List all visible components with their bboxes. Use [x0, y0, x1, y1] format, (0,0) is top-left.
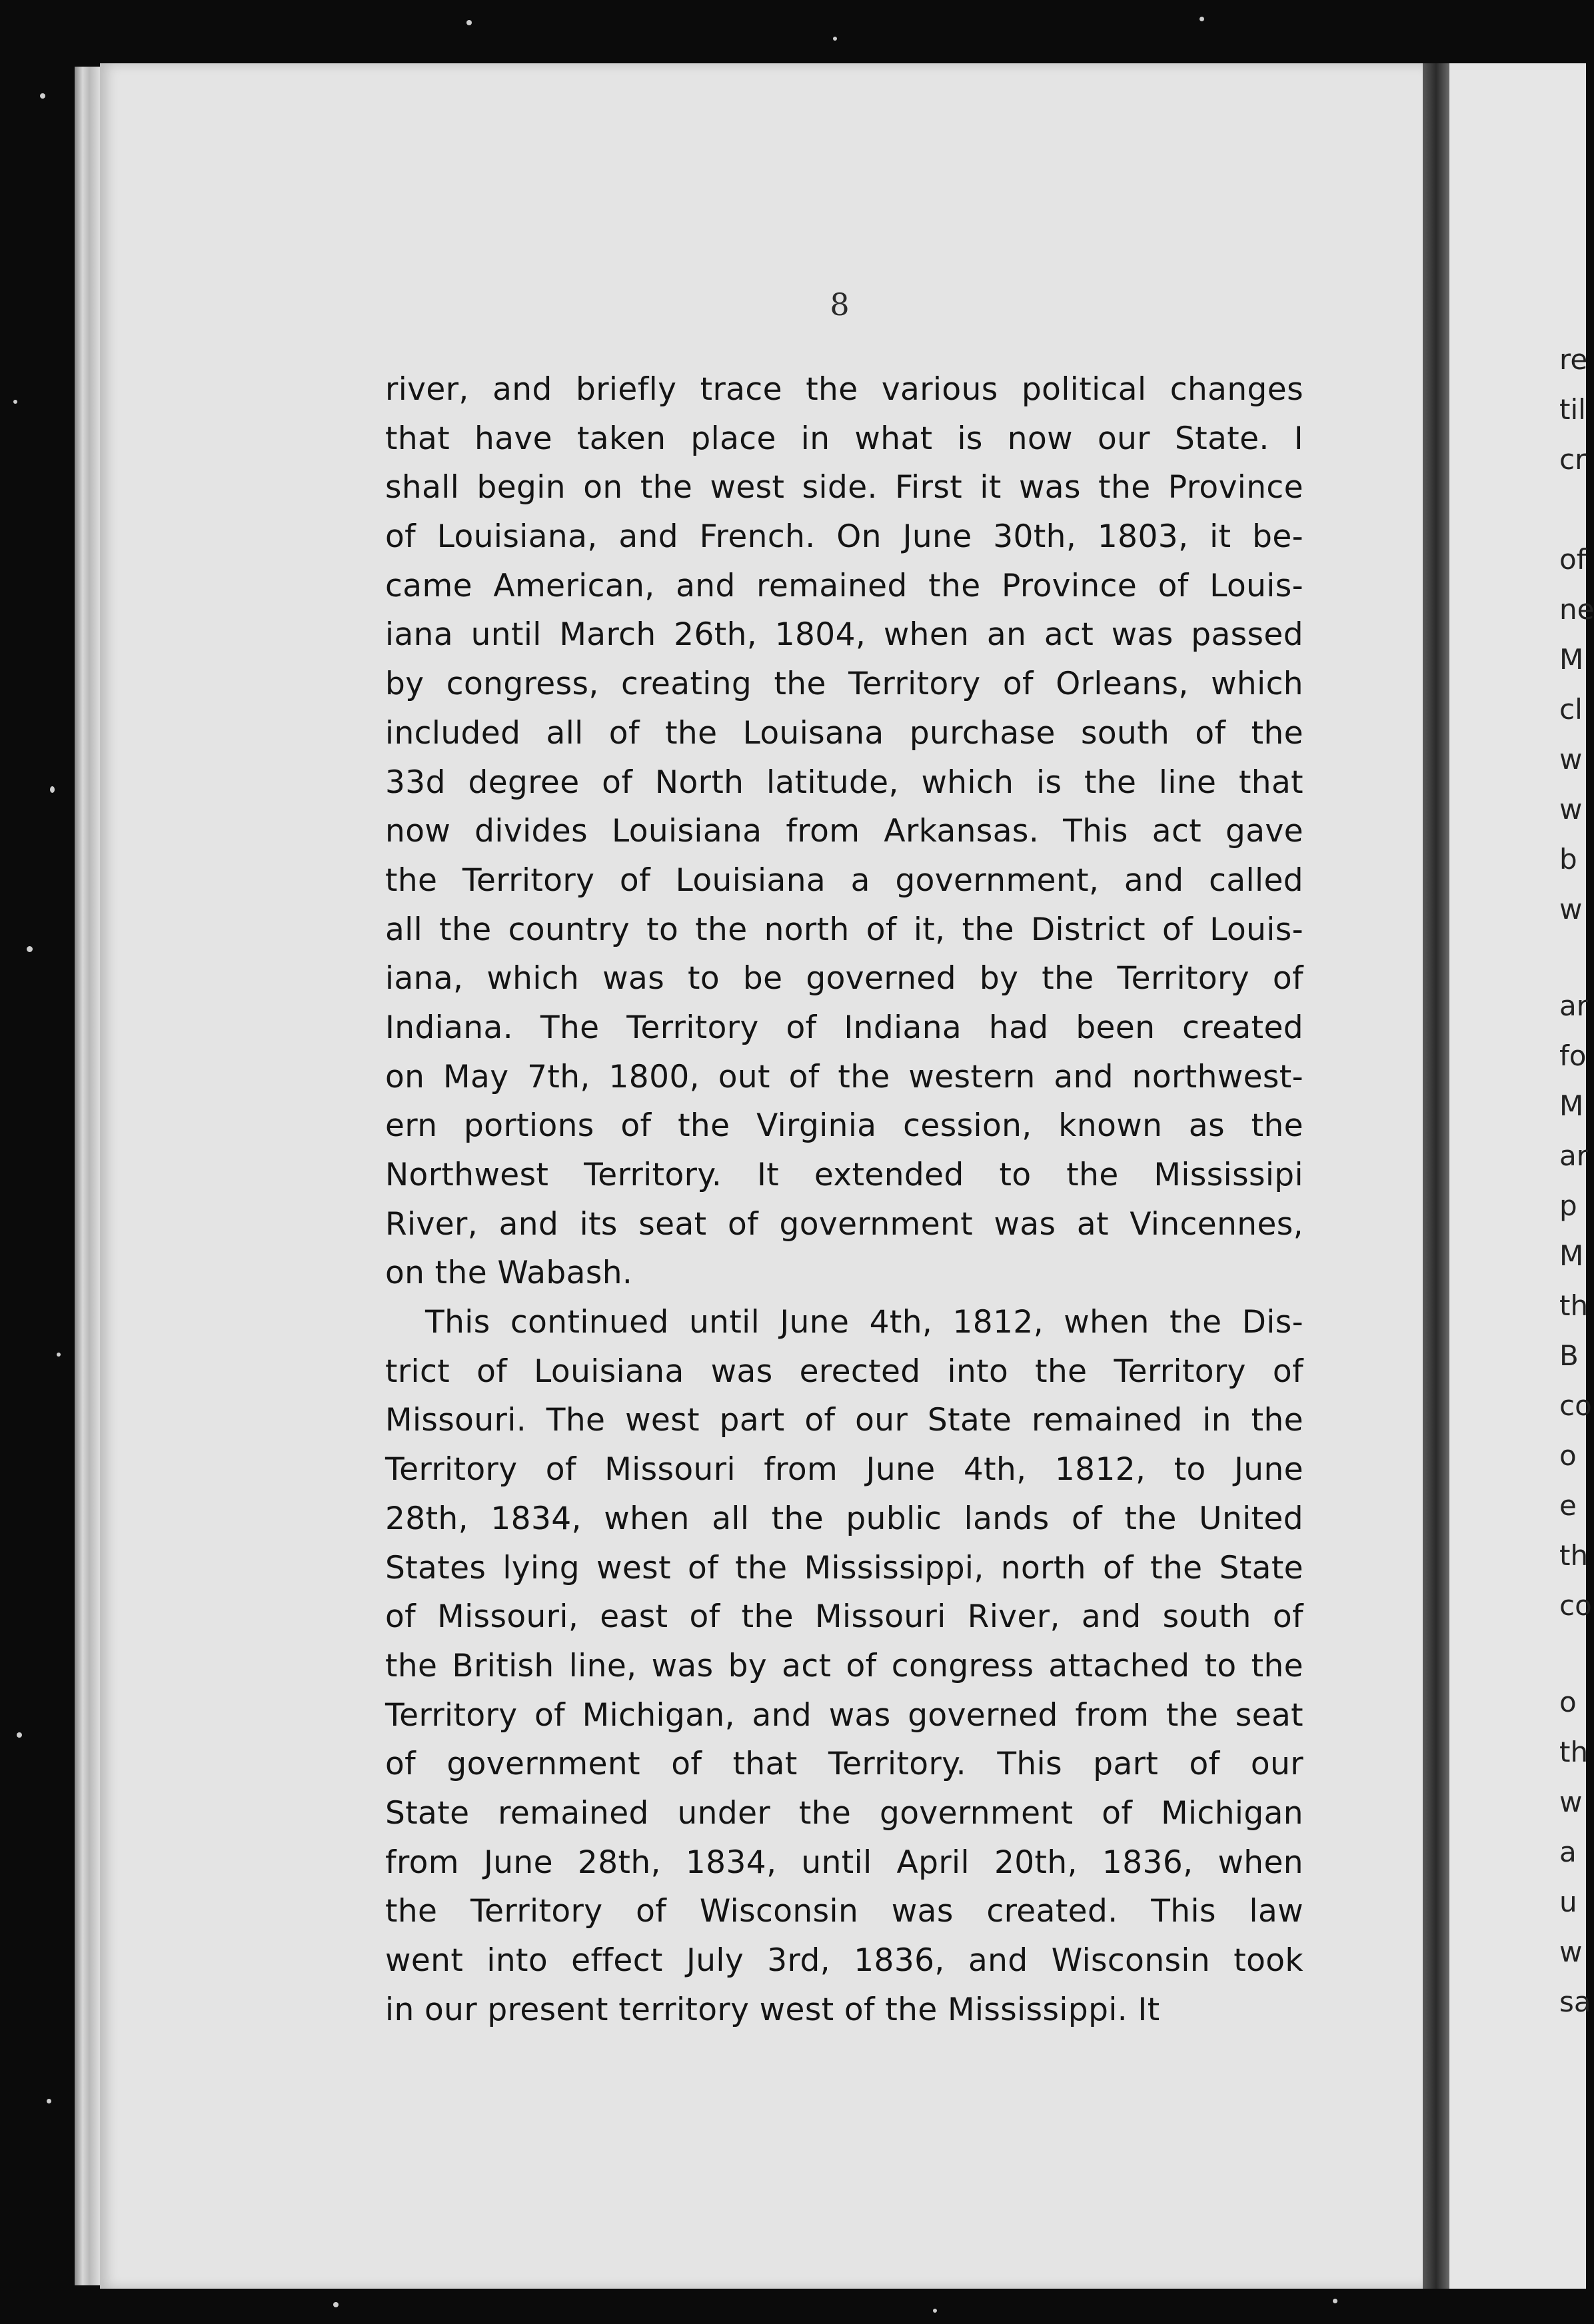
- text-line: of Louisiana, and French. On June 30th, 1803, it be-: [385, 518, 1303, 556]
- dust-speck: [13, 400, 17, 404]
- dust-speck: [466, 20, 472, 25]
- facing-page-fragment: cl: [1559, 693, 1583, 726]
- text-line: State remained under the government of Michigan: [385, 1794, 1303, 1832]
- facing-page-fragment: M: [1559, 1239, 1584, 1272]
- text-line: Territory of Michigan, and was governed from the seat: [385, 1696, 1303, 1734]
- facing-page-fragment: a: [1559, 1836, 1577, 1868]
- facing-page-fragment: p: [1559, 1189, 1577, 1222]
- dust-speck: [40, 93, 45, 99]
- book-gutter: [1423, 63, 1449, 2289]
- facing-page-fragment: w: [1559, 893, 1583, 925]
- text-line: from June 28th, 1834, until April 20th, 1836, when: [385, 1844, 1303, 1881]
- facing-page-fragment: M: [1559, 643, 1584, 676]
- page-number: 8: [830, 287, 850, 322]
- facing-page-fragment: th: [1559, 1289, 1589, 1322]
- text-line: trict of Louisiana was erected into the Territory of: [385, 1353, 1303, 1390]
- facing-page-fragment: ne: [1559, 593, 1594, 626]
- facing-page-fragment: ar: [1559, 989, 1589, 1022]
- facing-page-fragment: u: [1559, 1886, 1577, 1918]
- text-line: 28th, 1834, when all the public lands of the United: [385, 1500, 1303, 1537]
- dust-speck: [833, 37, 837, 41]
- text-line: the British line, was by act of congress attached to the: [385, 1647, 1303, 1684]
- facing-page-fragment: sa: [1559, 1986, 1591, 2018]
- text-line: iana until March 26th, 1804, when an act was passed: [385, 616, 1303, 654]
- dust-speck: [1333, 2299, 1337, 2303]
- text-line: of Missouri, east of the Missouri River, and south of: [385, 1598, 1303, 1636]
- text-line: iana, which was to be governed by the Territory of: [385, 960, 1303, 997]
- text-line: now divides Louisiana from Arkansas. This act gave: [385, 813, 1303, 850]
- facing-page-fragment: o: [1559, 1439, 1577, 1472]
- body-text: [385, 365, 1303, 2034]
- facing-page-fragment: cr: [1559, 443, 1587, 476]
- facing-page-fragment: b: [1559, 843, 1577, 875]
- facing-page-fragment: re: [1559, 343, 1588, 376]
- facing-page: [1449, 63, 1594, 2289]
- text-line: came American, and remained the Province of Louis-: [385, 567, 1303, 604]
- facing-page-fragment: ar: [1559, 1139, 1589, 1172]
- facing-page-fragment: e: [1559, 1489, 1577, 1522]
- facing-page-fragment: w: [1559, 1786, 1583, 1818]
- dust-speck: [50, 786, 55, 793]
- text-line: the Territory of Louisiana a government, and called: [385, 862, 1303, 899]
- text-line: Northwest Territory. It extended to the Mississipi: [385, 1157, 1303, 1193]
- text-line: went into effect July 3rd, 1836, and Wisconsin took: [385, 1942, 1303, 1979]
- facing-page-fragment: th: [1559, 1736, 1589, 1768]
- facing-page-fragment: M: [1559, 1089, 1584, 1122]
- text-line: River, and its seat of government was at Vincennes,: [385, 1205, 1303, 1243]
- dust-speck: [333, 2302, 339, 2307]
- dust-speck: [47, 2099, 51, 2103]
- text-line: the Territory of Wisconsin was created. This law: [385, 1893, 1303, 1930]
- text-line: Missouri. The west part of our State remained in the: [385, 1402, 1303, 1439]
- facing-page-fragment: co: [1559, 1589, 1592, 1622]
- text-line: This continued until June 4th, 1812, when the Dis-: [425, 1304, 1303, 1341]
- text-line: river, and briefly trace the various political changes: [385, 371, 1303, 408]
- text-line: included all of the Louisana purchase south of the: [385, 714, 1303, 752]
- facing-page-fragment: B: [1559, 1339, 1579, 1372]
- dust-speck: [933, 2309, 937, 2313]
- dust-speck: [27, 946, 33, 952]
- facing-page-fragment: w: [1559, 793, 1583, 826]
- text-line: ern portions of the Virginia cession, known as the: [385, 1107, 1303, 1145]
- text-line: States lying west of the Mississippi, north of the State: [385, 1549, 1303, 1586]
- text-line: in our present territory west of the Mississippi. It: [385, 1991, 1160, 2028]
- text-line: Indiana. The Territory of Indiana had been created: [385, 1009, 1303, 1046]
- facing-page-fragment: o: [1559, 1686, 1577, 1718]
- facing-page-fragment: th: [1559, 1539, 1589, 1572]
- facing-page-fragment: til: [1559, 393, 1586, 426]
- dust-speck: [17, 1732, 22, 1738]
- dust-speck: [1199, 17, 1204, 21]
- text-line: by congress, creating the Territory of Orleans, which: [385, 666, 1303, 703]
- text-line: of government of that Territory. This part of our: [385, 1746, 1303, 1783]
- text-line: shall begin on the west side. First it was the Province: [385, 469, 1303, 506]
- text-line: on May 7th, 1800, out of the western and northwest-: [385, 1058, 1303, 1095]
- dust-speck: [57, 1353, 61, 1357]
- facing-page-fragment: of: [1559, 543, 1587, 576]
- facing-page-fragment: w: [1559, 743, 1583, 776]
- facing-page-fragment: fo: [1559, 1039, 1587, 1072]
- facing-page-fragment: co: [1559, 1389, 1592, 1422]
- text-line: on the Wabash.: [385, 1255, 633, 1292]
- text-line: 33d degree of North latitude, which is the line that: [385, 764, 1303, 801]
- page-edge: [75, 67, 101, 2285]
- facing-page-fragment: w: [1559, 1936, 1583, 1968]
- text-line: Territory of Missouri from June 4th, 1812, to June: [385, 1451, 1303, 1488]
- text-line: all the country to the north of it, the District of Louis-: [385, 911, 1303, 948]
- text-line: that have taken place in what is now our State. I: [385, 420, 1303, 457]
